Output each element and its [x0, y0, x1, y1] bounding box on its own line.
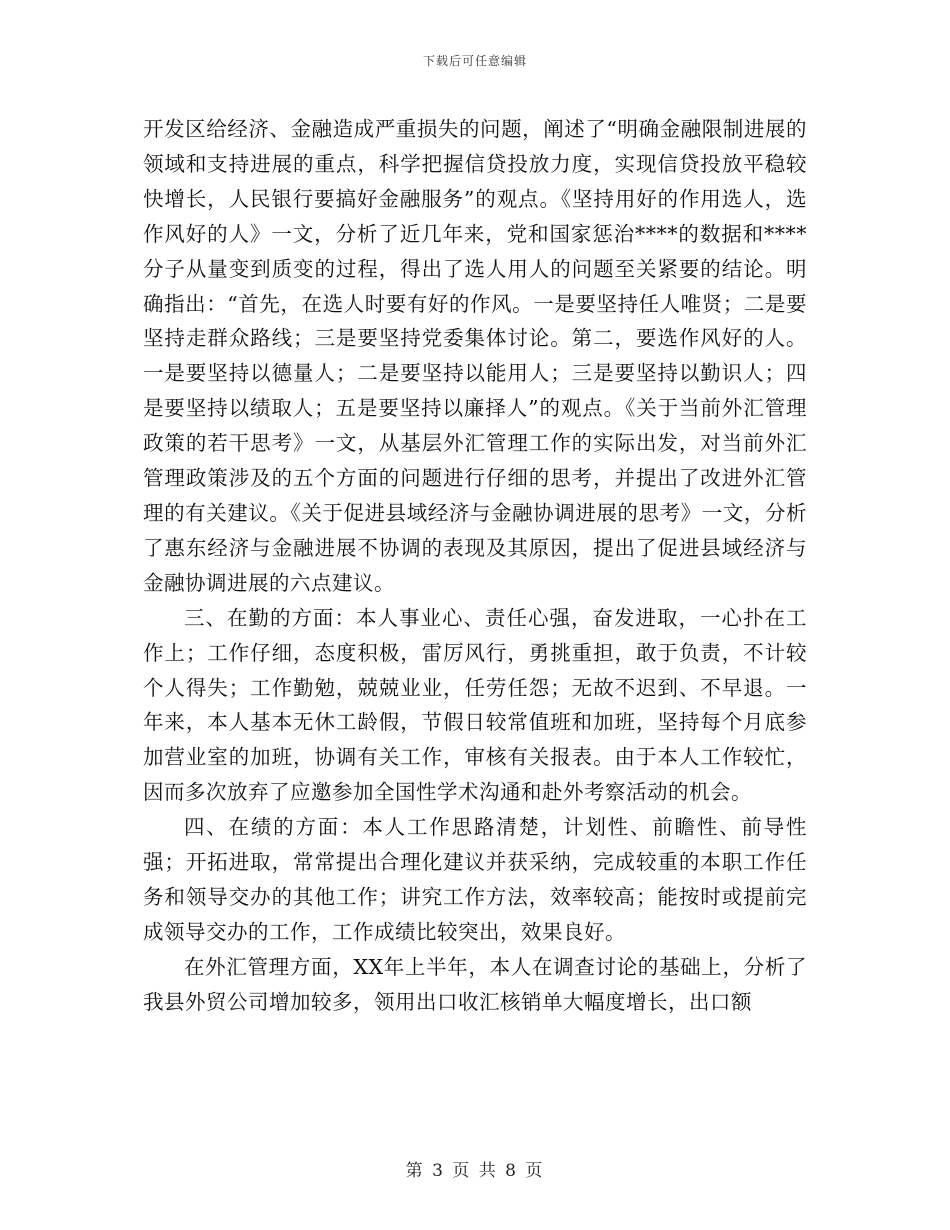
page-footer: 第 3 页 共 8 页 — [405, 1161, 545, 1181]
page-header: 下载后可任意编辑 — [422, 54, 527, 68]
paragraph-2: 三、在勤的方面：本人事业心、责任心强，奋发进取，一心扑在工作上；工作仔细，态度积极，雷厉风行，勇挑重担，敢于负责，不计较个人得失；工作勤勉，兢兢业业，任劳任怨；无故不迟到、不早退。一年来，本人基本无休工龄假，节假日较常值班和加班，坚持每个月底参加营业室的加班，协调有关工作，审核有关报表。由于本人工作较忙，因而多次放弃了应邀参加全国性学术沟通和赴外考察活动的机会。 — [143, 605, 807, 805]
document-body — [143, 112, 807, 1020]
paragraph-4: 在外汇管理方面，XX年上半年，本人在调查讨论的基础上，分析了我县外贸公司增加较多，领用出口收汇核销单大幅度增长，出口额 — [143, 954, 807, 1014]
paragraph-1: 开发区给经济、金融造成严重损失的问题，阐述了“明确金融限制进展的领域和支持进展的重点，科学把握信贷投放力度，实现信贷投放平稳较快增长，人民银行要搞好金融服务”的观点。《坚持用好的作用选人，选作风好的人》一文，分析了近几年来，党和国家惩治****的数据和****分子从量变到质变的过程，得出了选人用人的问题至关紧要的结论。明确指出：“首先，在选人时要有好的作风。一是要坚持任人唯贤；二是要坚持走群众路线；三是要坚持党委集体讨论。第二，要选作风好的人。一是要坚持以德量人；二是要坚持以能用人；三是要坚持以勤识人；四是要坚持以绩取人；五是要坚持以廉择人”的观点。《关于当前外汇管理政策的若干思考》一文，从基层外汇管理工作的实际出发，对当前外汇管理政策涉及的五个方面的问题进行仔细的思考，并提出了改进外汇管理的有关建议。《关于促进县域经济与金融协调进展的思考》一文，分析了惠东经济与金融进展不协调的表现及其原因，提出了促进县域经济与金融协调进展的六点建议。 — [143, 117, 807, 595]
paragraph-3: 四、在绩的方面：本人工作思路清楚，计划性、前瞻性、前导性强；开拓进取，常常提出合理化建议并获采纳，完成较重的本职工作任务和领导交办的其他工作；讲究工作方法，效率较高；能按时或提前完成领导交办的工作，工作成绩比较突出，效果良好。 — [143, 815, 807, 944]
